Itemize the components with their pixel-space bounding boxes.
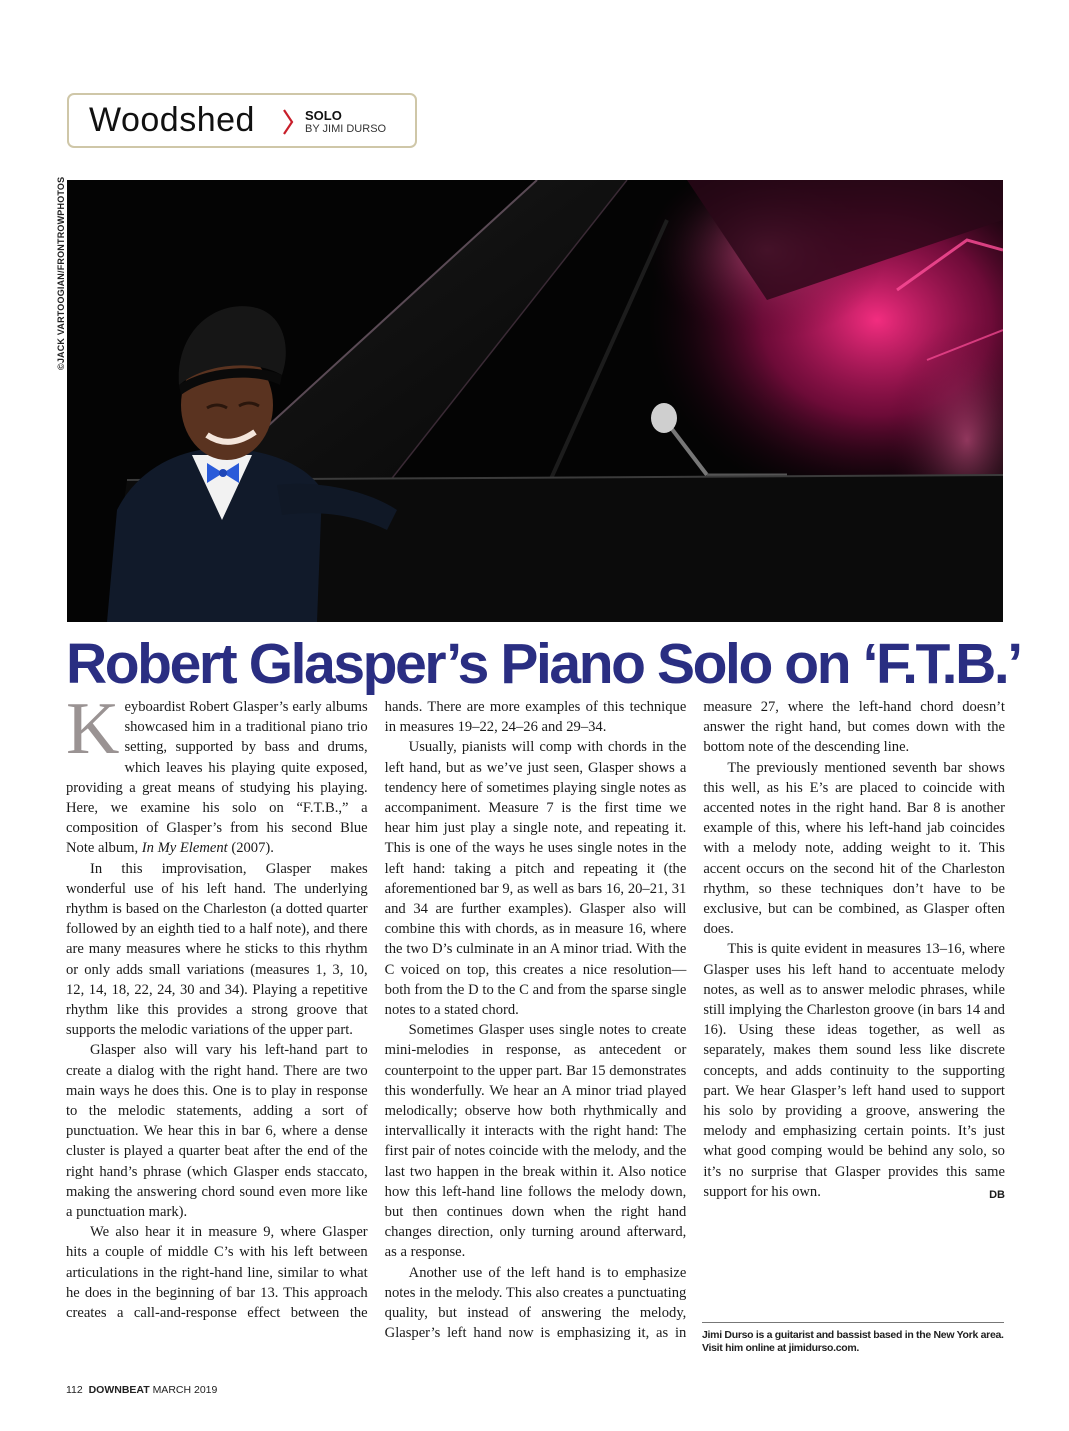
article-paragraph: Keyboardist Robert Glasper’s early albums showcased him in a traditional piano trio setting, supported by bass and drums, which leaves his playing quite exposed, providing a great means of studying his playing. Here, we examine his solo on “F.T.B.,” a composition of Glasper’s from his second Blue Note album, In My Element (2007).	[66, 688, 368, 857]
article-headline: Robert Glasper’s Piano Solo on ‘F.T.B.’	[66, 632, 1021, 696]
article-paragraph: The previously mentioned seventh bar shows this well, as his E’s are placed to coincide with accented notes in the right hand. Bar 8 is another example of this, where his left-hand jab coincides with a melody note, adding weight to it. This accent occurs on the second hit of the Charleston rhythm, so these techniques don’t have to be exclusive, but can be combined, as Glasper often does.	[703, 759, 1005, 938]
article-paragraph: In this improvisation, Glasper makes wonderful use of his left hand. The underlying rhythm is based on the Charleston (a dotted quarter followed by an eighth tied to a half note), and there are many measures where he sticks to this rhythm or only adds small variations (measures 1, 3, 10, 12, 14, 18, 22, 24, 30 and 34). Playing a repetitive rhythm like this provides a strong groove that supports the melodic variations of the upper part.	[66, 860, 368, 1039]
article-paragraph: We also hear it in measure 9, where Glasper hits a couple of middle C’s with his left between articulations in the right-hand line, similar to what he does in the beginning of bar 13. This approach creates a call-and-response effect between the hands. There are more examples of this technique in measures 19–22, 24–26 and 29–34.	[66, 699, 687, 1322]
issue-date: MARCH 2019	[152, 1384, 218, 1396]
article-paragraph: This is quite evident in measures 13–16, where Glasper uses his left hand to accentuate melody notes, as well as to answer melodic phrases, while still implying the Charleston groove (in bars 14 and 16). Using these ideas together, as well as separately, makes them sound less like discrete concepts, and adds continuity to the supporting part. We hear Glasper’s left hand used to support his solo by providing a groove, answering the melody and emphasizing certain points. It’s just what good comping would be behind any solo, so it’s no surprise that Glasper provides this same support for his own. DB	[703, 939, 1005, 1202]
hero-photo	[67, 180, 1003, 622]
chevron-right-icon	[281, 108, 295, 136]
photo-credit: ©JACK VARTOOGIAN/FRONTROWPHOTOS	[56, 176, 66, 370]
end-mark: DB	[989, 1188, 1005, 1201]
page-number: 112	[66, 1384, 83, 1396]
pianist-illustration	[67, 180, 1003, 622]
article-paragraph: Sometimes Glasper uses single notes to create mini-melodies in response, as antecedent or counterpoint to the upper part. Bar 15 demonstrates this wonderfully. We hear an A minor triad played melodically; observe how both rhythmically and intervallically it interacts with the right hand: The first pair of notes coincide with the melody, and the last two happen in the break within it. Also notice how this left-hand line follows the melody down, but then continues down when the right hand changes direction, only turning around afterward, as a response.	[384, 1022, 687, 1261]
article-body	[66, 688, 1005, 1362]
magazine-name: DOWNBEAT	[88, 1384, 150, 1396]
bio-divider	[702, 1322, 1004, 1323]
article-paragraph: Glasper also will vary his left-hand part to create a dialog with the right hand. There are two main ways he does this. One is to play in response to the melodic statements, adding a sort of punctuation. We hear this in bar 6, where a dense cluster is played a quarter beat after the end of the right hand’s phrase (which Glasper ends staccato, making the answering chord sound even more like a punctuation mark).	[66, 1042, 368, 1221]
department-name: Woodshed	[89, 101, 255, 139]
article-paragraph: Usually, pianists will comp with chords in the left hand, but as we’ve just seen, Glasper shows a tendency here of sometimes playing single notes as accompaniment. Measure 7 is the first time we hear him just play a single note, and repeating it. This is one of the ways he uses single notes in the left hand: taking a pitch and repeating it (the aforementioned bar 9, as well as bars 16, 20–21, 31 and 34 are further examples). Glasper also will combine this with chords, as in measure 16, where the two D’s culminate in an A minor triad. With the C voiced on top, this creates a nice resolution—both from the D to the C and from the sparse single notes to a stated chord.	[384, 739, 687, 1019]
page-folio	[66, 1384, 217, 1396]
byline: BY JIMI DURSO	[305, 123, 387, 135]
author-bio: Jimi Durso is a guitarist and bassist based in the New York area. Visit him online at jimidurso.com.	[702, 1329, 1004, 1354]
department-header	[67, 93, 417, 148]
album-title: In My Element	[141, 840, 228, 857]
article-paragraph: Another use of the left hand is to emphasize notes in the melody. This also creates a punctuating quality, but instead of answering the melody, Glasper’s left hand now is emphasizing it, as in measure 27, where the left-hand chord doesn’t answer the right hand, but comes down with the bottom note of the descending line.	[384, 699, 1005, 1342]
drop-cap: K	[66, 688, 120, 770]
department-section: SOLO	[305, 108, 342, 123]
